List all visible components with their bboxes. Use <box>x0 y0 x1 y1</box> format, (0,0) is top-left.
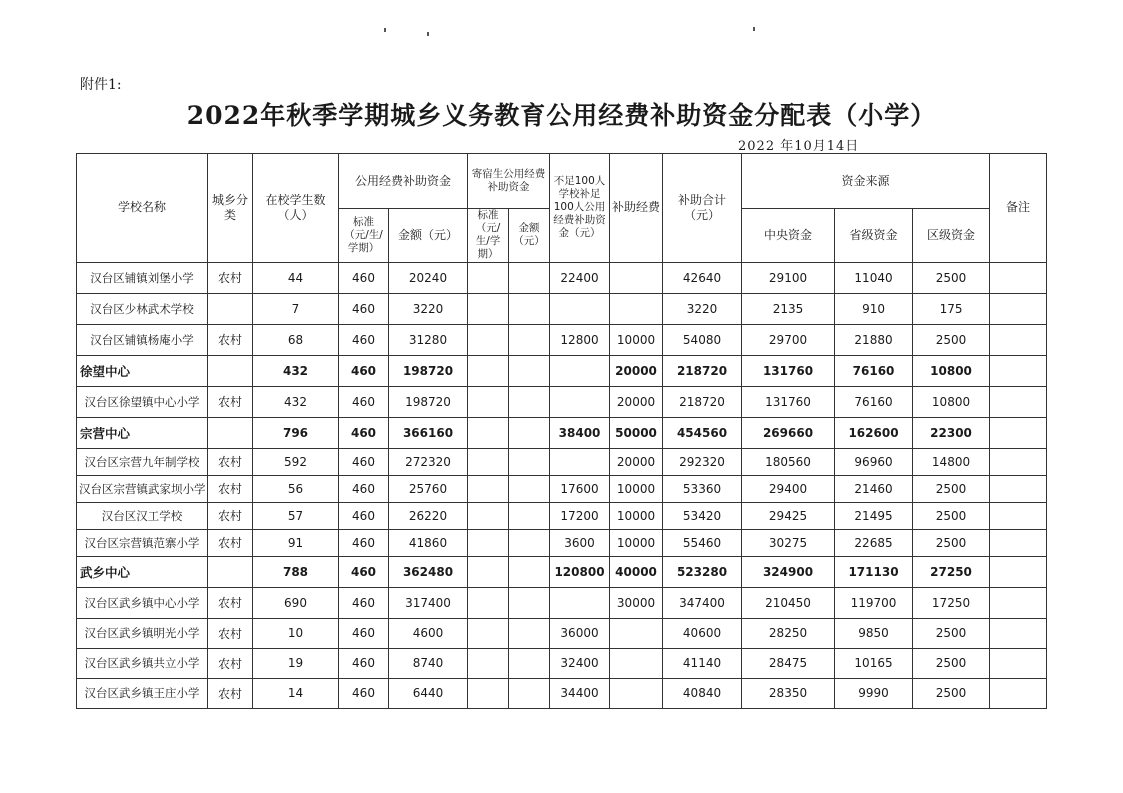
provincial-cell: 21880 <box>835 324 913 355</box>
district-cell: 10800 <box>913 386 990 417</box>
central-cell: 28350 <box>742 678 835 708</box>
boarding-amount-cell <box>509 678 550 708</box>
table-row <box>77 502 1047 529</box>
standard-cell: 460 <box>339 417 389 448</box>
boarding-standard-cell <box>468 417 509 448</box>
amount-cell: 272320 <box>389 448 468 475</box>
total-cell: 347400 <box>663 587 742 618</box>
boarding-standard-cell <box>468 475 509 502</box>
amount-cell: 366160 <box>389 417 468 448</box>
boarding-standard-cell <box>468 324 509 355</box>
remark-cell <box>990 262 1047 293</box>
boarding-standard-cell <box>468 502 509 529</box>
remark-cell <box>990 355 1047 386</box>
central-cell: 28250 <box>742 618 835 648</box>
urban-rural-cell: 农村 <box>208 324 253 355</box>
boarding-amount-cell <box>509 556 550 587</box>
urban-rural-cell: 农村 <box>208 678 253 708</box>
urban-rural-cell: 农村 <box>208 587 253 618</box>
district-cell: 175 <box>913 293 990 324</box>
boarding-standard-cell <box>468 587 509 618</box>
total-cell: 40600 <box>663 618 742 648</box>
table-row <box>77 293 1047 324</box>
standard-cell: 460 <box>339 324 389 355</box>
amount-cell: 20240 <box>389 262 468 293</box>
school-name-cell: 汉台区宗营镇武家坝小学 <box>77 475 208 502</box>
boarding-amount-cell <box>509 324 550 355</box>
urban-rural-cell <box>208 556 253 587</box>
central-cell: 269660 <box>742 417 835 448</box>
central-cell: 29700 <box>742 324 835 355</box>
school-name-cell: 武乡中心 <box>77 556 208 587</box>
district-cell: 10800 <box>913 355 990 386</box>
table-row <box>77 386 1047 417</box>
district-cell: 2500 <box>913 648 990 678</box>
header-total: 补助合计（元） <box>663 154 742 263</box>
header-amount: 金额（元） <box>389 209 468 263</box>
central-cell: 180560 <box>742 448 835 475</box>
school-name-cell: 汉台区武乡镇中心小学 <box>77 587 208 618</box>
scan-speck <box>753 27 755 31</box>
small-school-cell: 32400 <box>550 648 610 678</box>
remark-cell <box>990 587 1047 618</box>
remark-cell <box>990 293 1047 324</box>
subsidy-cell: 20000 <box>610 386 663 417</box>
boarding-amount-cell <box>509 355 550 386</box>
scan-speck <box>384 28 386 32</box>
subsidy-cell: 50000 <box>610 417 663 448</box>
table-row <box>77 448 1047 475</box>
standard-cell: 460 <box>339 556 389 587</box>
small-school-cell <box>550 587 610 618</box>
remark-cell <box>990 475 1047 502</box>
urban-rural-cell: 农村 <box>208 475 253 502</box>
central-cell: 131760 <box>742 355 835 386</box>
provincial-cell: 910 <box>835 293 913 324</box>
total-cell: 40840 <box>663 678 742 708</box>
district-cell: 22300 <box>913 417 990 448</box>
amount-cell: 8740 <box>389 648 468 678</box>
small-school-cell: 36000 <box>550 618 610 648</box>
school-name-cell: 汉台区武乡镇明光小学 <box>77 618 208 648</box>
small-school-cell <box>550 448 610 475</box>
boarding-amount-cell <box>509 262 550 293</box>
district-cell: 17250 <box>913 587 990 618</box>
school-name-cell: 汉台区宗营九年制学校 <box>77 448 208 475</box>
district-cell: 14800 <box>913 448 990 475</box>
district-cell: 2500 <box>913 502 990 529</box>
small-school-cell: 17600 <box>550 475 610 502</box>
subsidy-cell: 20000 <box>610 355 663 386</box>
urban-rural-cell: 农村 <box>208 502 253 529</box>
amount-cell: 26220 <box>389 502 468 529</box>
remark-cell <box>990 502 1047 529</box>
school-name-cell: 汉台区铺镇刘堡小学 <box>77 262 208 293</box>
students-cell: 796 <box>253 417 339 448</box>
table-row <box>77 618 1047 648</box>
amount-cell: 362480 <box>389 556 468 587</box>
small-school-cell <box>550 355 610 386</box>
district-cell: 2500 <box>913 262 990 293</box>
subsidy-cell <box>610 648 663 678</box>
group-row <box>77 417 1047 448</box>
students-cell: 57 <box>253 502 339 529</box>
urban-rural-cell: 农村 <box>208 618 253 648</box>
urban-rural-cell: 农村 <box>208 386 253 417</box>
district-cell: 2500 <box>913 618 990 648</box>
central-cell: 29400 <box>742 475 835 502</box>
boarding-amount-cell <box>509 386 550 417</box>
header-boarding-fund: 寄宿生公用经费补助资金 <box>468 154 550 209</box>
header-public-fund: 公用经费补助资金 <box>339 154 468 209</box>
amount-cell: 4600 <box>389 618 468 648</box>
students-cell: 7 <box>253 293 339 324</box>
standard-cell: 460 <box>339 678 389 708</box>
school-name-cell: 汉台区武乡镇王庄小学 <box>77 678 208 708</box>
school-name-cell: 汉台区徐望镇中心小学 <box>77 386 208 417</box>
students-cell: 432 <box>253 386 339 417</box>
district-cell: 27250 <box>913 556 990 587</box>
remark-cell <box>990 618 1047 648</box>
small-school-cell: 3600 <box>550 529 610 556</box>
standard-cell: 460 <box>339 648 389 678</box>
school-name-cell: 汉台区汉工学校 <box>77 502 208 529</box>
urban-rural-cell: 农村 <box>208 529 253 556</box>
standard-cell: 460 <box>339 502 389 529</box>
district-cell: 2500 <box>913 324 990 355</box>
boarding-standard-cell <box>468 648 509 678</box>
table-row <box>77 324 1047 355</box>
header-small-school: 不足100人学校补足100人公用经费补助资金（元） <box>550 154 610 263</box>
central-cell: 29425 <box>742 502 835 529</box>
standard-cell: 460 <box>339 587 389 618</box>
amount-cell: 25760 <box>389 475 468 502</box>
boarding-standard-cell <box>468 386 509 417</box>
subsidy-cell: 10000 <box>610 475 663 502</box>
total-cell: 53360 <box>663 475 742 502</box>
header-subsidy: 补助经费 <box>610 154 663 263</box>
total-cell: 523280 <box>663 556 742 587</box>
boarding-standard-cell <box>468 678 509 708</box>
students-cell: 19 <box>253 648 339 678</box>
school-name-cell: 徐望中心 <box>77 355 208 386</box>
header-standard: 标准（元/生/学期） <box>339 209 389 263</box>
students-cell: 10 <box>253 618 339 648</box>
boarding-standard-cell <box>468 355 509 386</box>
central-cell: 2135 <box>742 293 835 324</box>
subsidy-cell: 10000 <box>610 324 663 355</box>
boarding-amount-cell <box>509 293 550 324</box>
amount-cell: 41860 <box>389 529 468 556</box>
standard-cell: 460 <box>339 386 389 417</box>
subsidy-cell: 10000 <box>610 529 663 556</box>
district-cell: 2500 <box>913 678 990 708</box>
total-cell: 53420 <box>663 502 742 529</box>
school-name-cell: 汉台区宗营镇范寨小学 <box>77 529 208 556</box>
document-date: 2022 年10月14日 <box>738 139 860 154</box>
subsidy-cell: 30000 <box>610 587 663 618</box>
subsidy-cell <box>610 262 663 293</box>
table-row <box>77 475 1047 502</box>
total-cell: 42640 <box>663 262 742 293</box>
total-cell: 3220 <box>663 293 742 324</box>
amount-cell: 3220 <box>389 293 468 324</box>
remark-cell <box>990 386 1047 417</box>
small-school-cell: 34400 <box>550 678 610 708</box>
provincial-cell: 162600 <box>835 417 913 448</box>
boarding-standard-cell <box>468 618 509 648</box>
subsidy-cell <box>610 618 663 648</box>
boarding-amount-cell <box>509 475 550 502</box>
central-cell: 324900 <box>742 556 835 587</box>
subsidy-cell <box>610 293 663 324</box>
header-students: 在校学生数（人） <box>253 154 339 263</box>
remark-cell <box>990 678 1047 708</box>
subsidy-cell: 20000 <box>610 448 663 475</box>
central-cell: 29100 <box>742 262 835 293</box>
students-cell: 44 <box>253 262 339 293</box>
students-cell: 14 <box>253 678 339 708</box>
header-provincial: 省级资金 <box>835 209 913 263</box>
total-cell: 292320 <box>663 448 742 475</box>
boarding-amount-cell <box>509 502 550 529</box>
students-cell: 788 <box>253 556 339 587</box>
group-row <box>77 355 1047 386</box>
boarding-amount-cell <box>509 648 550 678</box>
remark-cell <box>990 529 1047 556</box>
small-school-cell: 17200 <box>550 502 610 529</box>
urban-rural-cell: 农村 <box>208 648 253 678</box>
provincial-cell: 22685 <box>835 529 913 556</box>
urban-rural-cell <box>208 417 253 448</box>
small-school-cell: 38400 <box>550 417 610 448</box>
boarding-amount-cell <box>509 587 550 618</box>
provincial-cell: 76160 <box>835 386 913 417</box>
students-cell: 432 <box>253 355 339 386</box>
small-school-cell: 12800 <box>550 324 610 355</box>
standard-cell: 460 <box>339 618 389 648</box>
standard-cell: 460 <box>339 262 389 293</box>
students-cell: 56 <box>253 475 339 502</box>
central-cell: 28475 <box>742 648 835 678</box>
subsidy-cell: 10000 <box>610 502 663 529</box>
subsidy-cell <box>610 678 663 708</box>
provincial-cell: 119700 <box>835 587 913 618</box>
provincial-cell: 10165 <box>835 648 913 678</box>
small-school-cell: 22400 <box>550 262 610 293</box>
provincial-cell: 171130 <box>835 556 913 587</box>
amount-cell: 198720 <box>389 355 468 386</box>
standard-cell: 460 <box>339 355 389 386</box>
header-remarks: 备注 <box>990 154 1047 263</box>
group-row <box>77 556 1047 587</box>
provincial-cell: 96960 <box>835 448 913 475</box>
students-cell: 68 <box>253 324 339 355</box>
subsidy-cell: 40000 <box>610 556 663 587</box>
boarding-amount-cell <box>509 618 550 648</box>
header-district: 区级资金 <box>913 209 990 263</box>
total-cell: 218720 <box>663 386 742 417</box>
table-row <box>77 648 1047 678</box>
header-urban-rural: 城乡分类 <box>208 154 253 263</box>
school-name-cell: 汉台区武乡镇共立小学 <box>77 648 208 678</box>
boarding-amount-cell <box>509 529 550 556</box>
table-row <box>77 529 1047 556</box>
school-name-cell: 汉台区少林武术学校 <box>77 293 208 324</box>
standard-cell: 460 <box>339 529 389 556</box>
urban-rural-cell: 农村 <box>208 262 253 293</box>
boarding-standard-cell <box>468 529 509 556</box>
total-cell: 218720 <box>663 355 742 386</box>
amount-cell: 317400 <box>389 587 468 618</box>
standard-cell: 460 <box>339 448 389 475</box>
total-cell: 41140 <box>663 648 742 678</box>
students-cell: 592 <box>253 448 339 475</box>
document-title: 2022年秋季学期城乡义务教育公用经费补助资金分配表（小学） <box>186 101 937 130</box>
boarding-amount-cell <box>509 448 550 475</box>
central-cell: 131760 <box>742 386 835 417</box>
table-row <box>77 587 1047 618</box>
provincial-cell: 11040 <box>835 262 913 293</box>
students-cell: 91 <box>253 529 339 556</box>
standard-cell: 460 <box>339 293 389 324</box>
amount-cell: 31280 <box>389 324 468 355</box>
district-cell: 2500 <box>913 529 990 556</box>
school-name-cell: 宗营中心 <box>77 417 208 448</box>
allocation-table <box>76 153 1047 709</box>
header-boarding-amount: 金额（元） <box>509 209 550 263</box>
header-fund-source: 资金来源 <box>742 154 990 209</box>
standard-cell: 460 <box>339 475 389 502</box>
amount-cell: 6440 <box>389 678 468 708</box>
boarding-standard-cell <box>468 448 509 475</box>
urban-rural-cell: 农村 <box>208 448 253 475</box>
central-cell: 210450 <box>742 587 835 618</box>
provincial-cell: 9850 <box>835 618 913 648</box>
provincial-cell: 9990 <box>835 678 913 708</box>
boarding-amount-cell <box>509 417 550 448</box>
small-school-cell: 120800 <box>550 556 610 587</box>
remark-cell <box>990 648 1047 678</box>
small-school-cell <box>550 293 610 324</box>
scan-speck <box>427 32 429 36</box>
school-name-cell: 汉台区铺镇杨庵小学 <box>77 324 208 355</box>
amount-cell: 198720 <box>389 386 468 417</box>
boarding-standard-cell <box>468 556 509 587</box>
header-central: 中央资金 <box>742 209 835 263</box>
urban-rural-cell <box>208 355 253 386</box>
table-row <box>77 262 1047 293</box>
provincial-cell: 76160 <box>835 355 913 386</box>
central-cell: 30275 <box>742 529 835 556</box>
header-school-name: 学校名称 <box>77 154 208 263</box>
boarding-standard-cell <box>468 293 509 324</box>
header-boarding-standard: 标准（元/生/学期） <box>468 209 509 263</box>
remark-cell <box>990 324 1047 355</box>
boarding-standard-cell <box>468 262 509 293</box>
table-row <box>77 678 1047 708</box>
district-cell: 2500 <box>913 475 990 502</box>
provincial-cell: 21460 <box>835 475 913 502</box>
remark-cell <box>990 556 1047 587</box>
provincial-cell: 21495 <box>835 502 913 529</box>
attachment-label: 附件1: <box>80 77 122 93</box>
remark-cell <box>990 448 1047 475</box>
total-cell: 55460 <box>663 529 742 556</box>
total-cell: 54080 <box>663 324 742 355</box>
total-cell: 454560 <box>663 417 742 448</box>
students-cell: 690 <box>253 587 339 618</box>
small-school-cell <box>550 386 610 417</box>
urban-rural-cell <box>208 293 253 324</box>
remark-cell <box>990 417 1047 448</box>
